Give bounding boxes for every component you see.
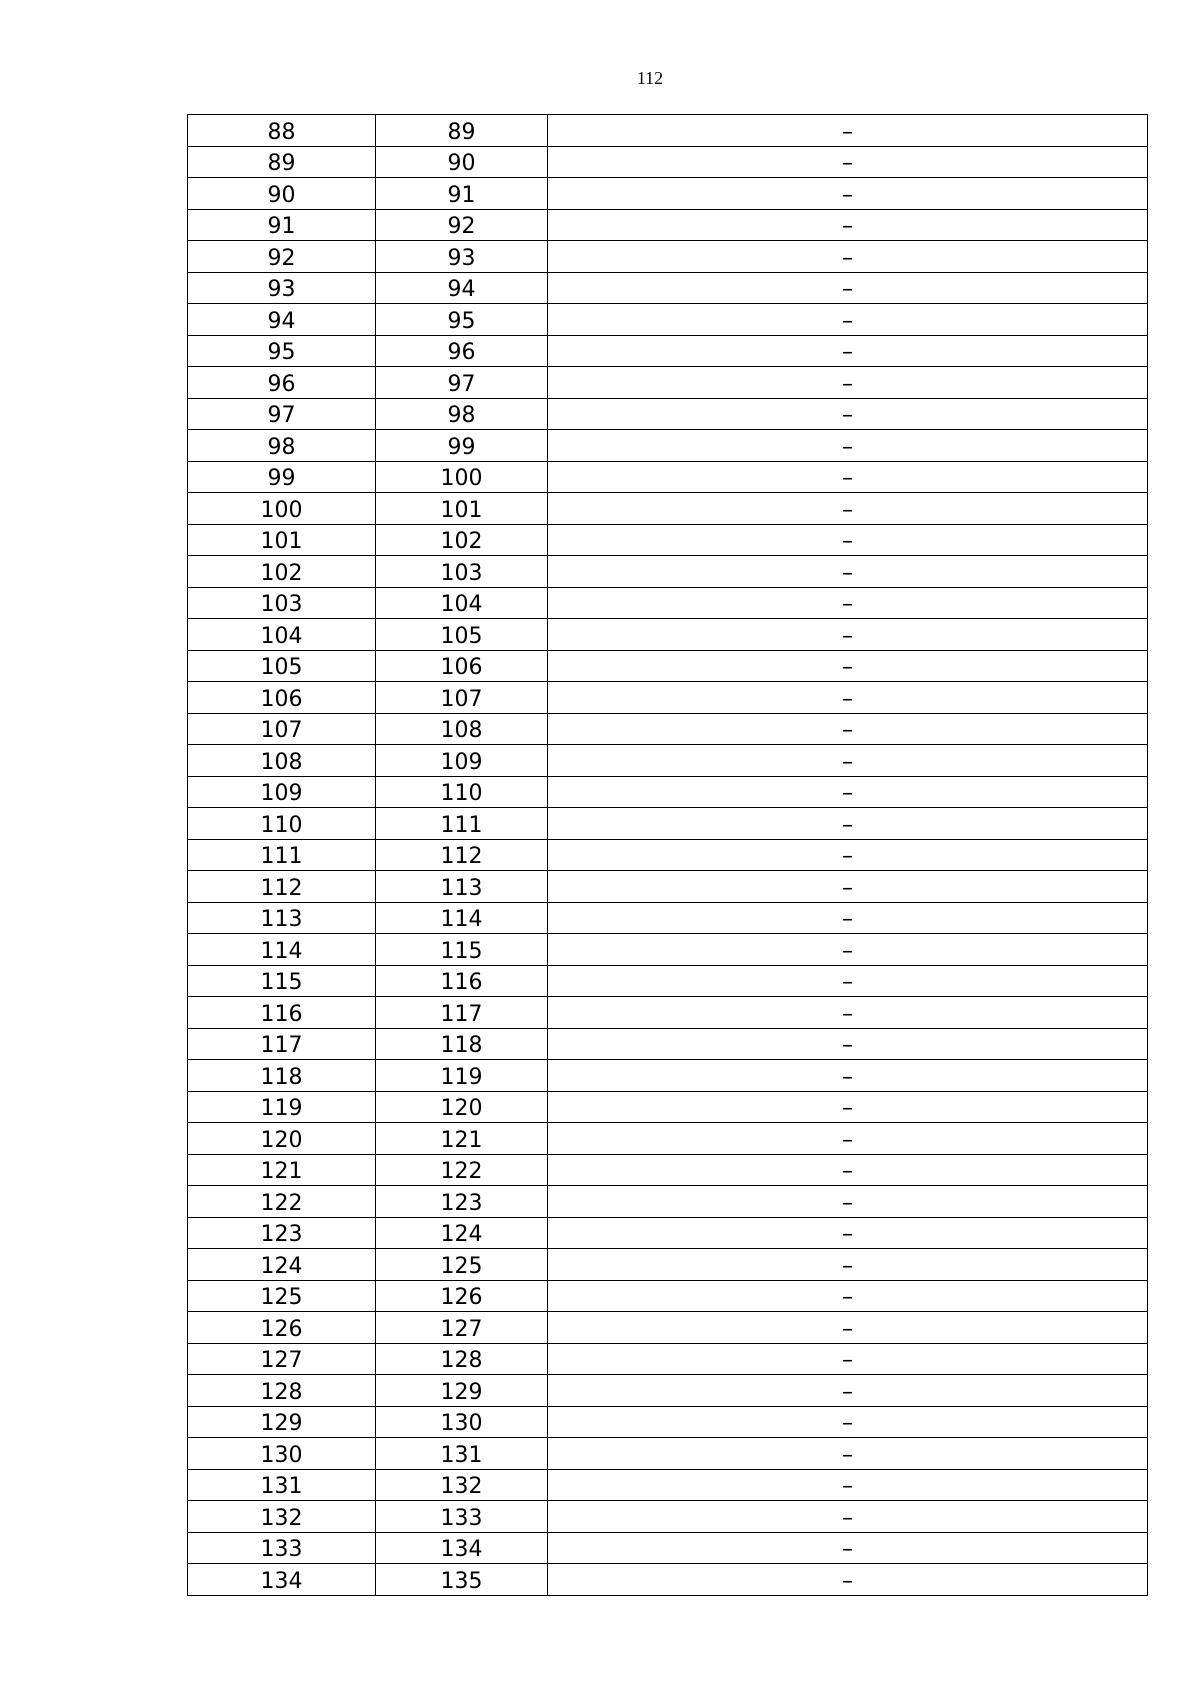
row-from-cell: 99 — [188, 461, 376, 493]
table-row — [188, 398, 1148, 430]
row-to-cell: 133 — [376, 1501, 548, 1533]
table-row — [188, 1091, 1148, 1123]
row-from-cell: 107 — [188, 713, 376, 745]
row-from-cell: 127 — [188, 1343, 376, 1375]
table-row — [188, 493, 1148, 525]
row-to-cell: 96 — [376, 335, 548, 367]
row-to-cell: 115 — [376, 934, 548, 966]
row-value-cell: – — [548, 1060, 1148, 1092]
row-to-cell: 135 — [376, 1564, 548, 1596]
row-value-cell: – — [548, 115, 1148, 147]
row-from-cell: 125 — [188, 1280, 376, 1312]
table-row — [188, 1217, 1148, 1249]
row-value-cell: – — [548, 839, 1148, 871]
row-from-cell: 92 — [188, 241, 376, 273]
row-to-cell: 92 — [376, 209, 548, 241]
row-value-cell: – — [548, 1280, 1148, 1312]
row-to-cell: 128 — [376, 1343, 548, 1375]
row-from-cell: 102 — [188, 556, 376, 588]
row-to-cell: 109 — [376, 745, 548, 777]
row-from-cell: 130 — [188, 1438, 376, 1470]
row-from-cell: 97 — [188, 398, 376, 430]
table-row — [188, 1501, 1148, 1533]
row-value-cell: – — [548, 1217, 1148, 1249]
table-row — [188, 461, 1148, 493]
row-value-cell: – — [548, 1091, 1148, 1123]
table-row — [188, 241, 1148, 273]
row-to-cell: 117 — [376, 997, 548, 1029]
row-to-cell: 93 — [376, 241, 548, 273]
row-to-cell: 125 — [376, 1249, 548, 1281]
row-from-cell: 113 — [188, 902, 376, 934]
table-row — [188, 965, 1148, 997]
row-to-cell: 101 — [376, 493, 548, 525]
row-to-cell: 114 — [376, 902, 548, 934]
row-to-cell: 131 — [376, 1438, 548, 1470]
row-from-cell: 109 — [188, 776, 376, 808]
table-row — [188, 367, 1148, 399]
row-value-cell: – — [548, 1312, 1148, 1344]
table-row — [188, 272, 1148, 304]
row-to-cell: 104 — [376, 587, 548, 619]
page-number: 112 — [636, 68, 664, 88]
row-from-cell: 120 — [188, 1123, 376, 1155]
table-row — [188, 839, 1148, 871]
row-value-cell: – — [548, 146, 1148, 178]
row-from-cell: 103 — [188, 587, 376, 619]
table-row — [188, 146, 1148, 178]
table-row — [188, 1564, 1148, 1596]
table-row — [188, 1312, 1148, 1344]
row-from-cell: 128 — [188, 1375, 376, 1407]
row-value-cell: – — [548, 430, 1148, 462]
row-from-cell: 95 — [188, 335, 376, 367]
table-row — [188, 871, 1148, 903]
row-value-cell: – — [548, 304, 1148, 336]
row-to-cell: 113 — [376, 871, 548, 903]
table-row — [188, 587, 1148, 619]
table-row — [188, 1280, 1148, 1312]
row-value-cell: – — [548, 367, 1148, 399]
row-value-cell: – — [548, 619, 1148, 651]
row-from-cell: 123 — [188, 1217, 376, 1249]
table-row — [188, 1406, 1148, 1438]
row-value-cell: – — [548, 650, 1148, 682]
row-value-cell: – — [548, 1375, 1148, 1407]
row-value-cell: – — [548, 997, 1148, 1029]
row-to-cell: 91 — [376, 178, 548, 210]
row-to-cell: 103 — [376, 556, 548, 588]
table-row — [188, 902, 1148, 934]
row-value-cell: – — [548, 1028, 1148, 1060]
row-value-cell: – — [548, 934, 1148, 966]
row-value-cell: – — [548, 1532, 1148, 1564]
row-from-cell: 115 — [188, 965, 376, 997]
table-row — [188, 776, 1148, 808]
row-from-cell: 90 — [188, 178, 376, 210]
table-row — [188, 808, 1148, 840]
row-to-cell: 123 — [376, 1186, 548, 1218]
row-to-cell: 127 — [376, 1312, 548, 1344]
row-value-cell: – — [548, 461, 1148, 493]
row-to-cell: 134 — [376, 1532, 548, 1564]
row-value-cell: – — [548, 1186, 1148, 1218]
table-row — [188, 209, 1148, 241]
row-value-cell: – — [548, 965, 1148, 997]
row-from-cell: 111 — [188, 839, 376, 871]
row-value-cell: – — [548, 1438, 1148, 1470]
table-row — [188, 115, 1148, 147]
row-to-cell: 106 — [376, 650, 548, 682]
row-to-cell: 122 — [376, 1154, 548, 1186]
row-from-cell: 116 — [188, 997, 376, 1029]
table-row — [188, 1186, 1148, 1218]
row-to-cell: 102 — [376, 524, 548, 556]
row-value-cell: – — [548, 1469, 1148, 1501]
row-to-cell: 112 — [376, 839, 548, 871]
row-from-cell: 132 — [188, 1501, 376, 1533]
row-from-cell: 108 — [188, 745, 376, 777]
table-row — [188, 1343, 1148, 1375]
row-from-cell: 110 — [188, 808, 376, 840]
row-from-cell: 100 — [188, 493, 376, 525]
row-from-cell: 118 — [188, 1060, 376, 1092]
row-value-cell: – — [548, 272, 1148, 304]
row-to-cell: 130 — [376, 1406, 548, 1438]
row-from-cell: 93 — [188, 272, 376, 304]
row-value-cell: – — [548, 808, 1148, 840]
row-from-cell: 126 — [188, 1312, 376, 1344]
row-to-cell: 129 — [376, 1375, 548, 1407]
table-row — [188, 304, 1148, 336]
row-to-cell: 90 — [376, 146, 548, 178]
row-from-cell: 114 — [188, 934, 376, 966]
row-from-cell: 94 — [188, 304, 376, 336]
row-from-cell: 119 — [188, 1091, 376, 1123]
row-to-cell: 89 — [376, 115, 548, 147]
row-value-cell: – — [548, 524, 1148, 556]
row-from-cell: 131 — [188, 1469, 376, 1501]
table-row — [188, 1438, 1148, 1470]
table-row — [188, 1154, 1148, 1186]
table-row — [188, 1469, 1148, 1501]
row-from-cell: 134 — [188, 1564, 376, 1596]
row-to-cell: 119 — [376, 1060, 548, 1092]
row-from-cell: 112 — [188, 871, 376, 903]
table-row — [188, 934, 1148, 966]
row-to-cell: 105 — [376, 619, 548, 651]
row-value-cell: – — [548, 745, 1148, 777]
row-from-cell: 104 — [188, 619, 376, 651]
table-row — [188, 682, 1148, 714]
row-value-cell: – — [548, 493, 1148, 525]
row-to-cell: 95 — [376, 304, 548, 336]
row-from-cell: 91 — [188, 209, 376, 241]
row-to-cell: 132 — [376, 1469, 548, 1501]
row-to-cell: 98 — [376, 398, 548, 430]
row-from-cell: 105 — [188, 650, 376, 682]
row-from-cell: 124 — [188, 1249, 376, 1281]
row-from-cell: 106 — [188, 682, 376, 714]
row-value-cell: – — [548, 776, 1148, 808]
row-value-cell: – — [548, 398, 1148, 430]
row-value-cell: – — [548, 1154, 1148, 1186]
table-row — [188, 650, 1148, 682]
row-to-cell: 126 — [376, 1280, 548, 1312]
row-from-cell: 96 — [188, 367, 376, 399]
table-row — [188, 524, 1148, 556]
row-to-cell: 118 — [376, 1028, 548, 1060]
row-to-cell: 94 — [376, 272, 548, 304]
table-row — [188, 178, 1148, 210]
row-from-cell: 88 — [188, 115, 376, 147]
row-value-cell: – — [548, 682, 1148, 714]
row-value-cell: – — [548, 1123, 1148, 1155]
row-to-cell: 108 — [376, 713, 548, 745]
table-row — [188, 713, 1148, 745]
row-value-cell: – — [548, 209, 1148, 241]
row-from-cell: 89 — [188, 146, 376, 178]
row-to-cell: 100 — [376, 461, 548, 493]
row-value-cell: – — [548, 713, 1148, 745]
row-to-cell: 97 — [376, 367, 548, 399]
table-row — [188, 1060, 1148, 1092]
table-row — [188, 619, 1148, 651]
row-from-cell: 117 — [188, 1028, 376, 1060]
row-to-cell: 110 — [376, 776, 548, 808]
row-value-cell: – — [548, 241, 1148, 273]
table-row — [188, 1028, 1148, 1060]
row-value-cell: – — [548, 587, 1148, 619]
data-table — [187, 114, 1148, 1596]
row-value-cell: – — [548, 1564, 1148, 1596]
row-value-cell: – — [548, 1249, 1148, 1281]
row-value-cell: – — [548, 1501, 1148, 1533]
row-to-cell: 111 — [376, 808, 548, 840]
row-to-cell: 121 — [376, 1123, 548, 1155]
table-row — [188, 335, 1148, 367]
table-body — [188, 115, 1148, 1596]
table-row — [188, 997, 1148, 1029]
row-from-cell: 98 — [188, 430, 376, 462]
row-from-cell: 133 — [188, 1532, 376, 1564]
row-value-cell: – — [548, 1406, 1148, 1438]
row-to-cell: 116 — [376, 965, 548, 997]
row-from-cell: 121 — [188, 1154, 376, 1186]
row-value-cell: – — [548, 335, 1148, 367]
row-value-cell: – — [548, 902, 1148, 934]
row-from-cell: 122 — [188, 1186, 376, 1218]
table-row — [188, 1123, 1148, 1155]
row-to-cell: 120 — [376, 1091, 548, 1123]
row-to-cell: 99 — [376, 430, 548, 462]
row-to-cell: 124 — [376, 1217, 548, 1249]
row-to-cell: 107 — [376, 682, 548, 714]
table-row — [188, 1532, 1148, 1564]
table-row — [188, 745, 1148, 777]
row-value-cell: – — [548, 556, 1148, 588]
row-value-cell: – — [548, 1343, 1148, 1375]
row-from-cell: 101 — [188, 524, 376, 556]
row-value-cell: – — [548, 178, 1148, 210]
table-row — [188, 556, 1148, 588]
table-row — [188, 1375, 1148, 1407]
table-row — [188, 1249, 1148, 1281]
row-from-cell: 129 — [188, 1406, 376, 1438]
table-row — [188, 430, 1148, 462]
row-value-cell: – — [548, 871, 1148, 903]
